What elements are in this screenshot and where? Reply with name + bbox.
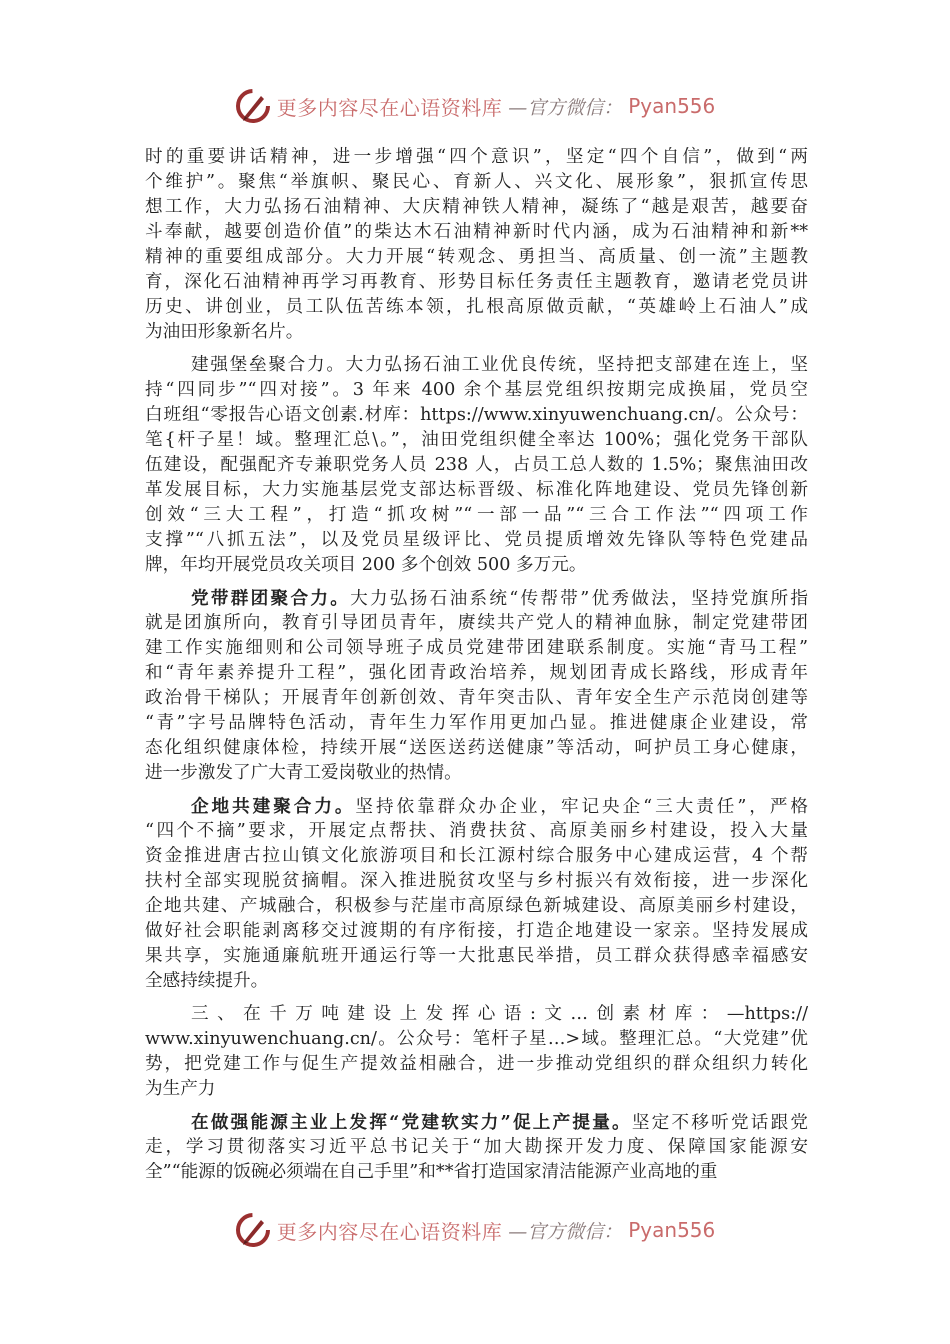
text-line <box>145 761 808 786</box>
text-line <box>145 170 808 195</box>
text-line <box>145 378 808 403</box>
line-text: 态化组织健康体检，持续开展“送医送药送健康”等活动，呵护员工身心健康， <box>145 738 808 758</box>
text-line <box>145 819 808 844</box>
pen-logo-icon <box>235 1212 271 1248</box>
banner-wechat-id: Pyan556 <box>628 94 716 118</box>
text-line <box>145 736 808 761</box>
text-line <box>145 969 808 994</box>
banner-main-text: 更多内容尽在心语资料库 <box>276 1219 503 1244</box>
banner-main-text: 更多内容尽在心语资料库 <box>276 95 503 120</box>
header-watermark-banner <box>0 86 950 126</box>
text-line <box>145 428 808 453</box>
line-text: www.xinyuwenchuang.cn/。公众号：笔杆子星…>域。整理汇总。“大党建”优 <box>145 1029 808 1049</box>
text-line <box>145 636 808 661</box>
line-text: 革发展目标，大力实施基层党支部达标晋级、标准化阵地建设、党员先锋创新 <box>145 480 808 500</box>
line-text: 时的重要讲话精神，进一步增强“四个意识”，坚定“四个自信”，做到“两 <box>145 147 808 167</box>
line-text: 伍建设，配强配齐专兼职党务人员 238 人，占员工总人数的 1.5%；聚焦油田改 <box>145 455 808 475</box>
text-line <box>145 586 808 611</box>
line-text: 势，把党建工作与促生产提效益相融合，进一步推动党组织的群众组织力转化 <box>145 1054 808 1074</box>
banner-separator-text: —官方微信： <box>508 96 623 119</box>
text-line <box>145 919 808 944</box>
line-text: “青”字号品牌特色活动，青年生力军作用更加凸显。推进健康企业建设，常 <box>145 713 808 733</box>
text-line <box>145 195 808 220</box>
document-body <box>145 145 808 1193</box>
text-line <box>145 145 808 170</box>
paragraph <box>145 586 808 786</box>
text-line <box>145 944 808 969</box>
paragraph <box>145 794 808 994</box>
paragraph-lead-heading: 党带群团聚合力。 <box>191 588 351 609</box>
line-text: 坚定不移听党话跟党 <box>631 1113 808 1133</box>
text-line <box>145 528 808 553</box>
line-text: 笔{杆子星！域。整理汇总\。”，油田党组织健全率达 100%；强化党务干部队 <box>145 430 808 450</box>
text-line <box>145 320 808 345</box>
line-text: 进一步激发了广大青工爱岗敬业的热情。 <box>145 763 462 783</box>
text-line <box>145 894 808 919</box>
text-line <box>145 553 808 578</box>
line-text: 果共享，实施通廉航班开通运行等一大批惠民举措，员工群众获得感幸福感安 <box>145 946 808 966</box>
line-text: 牌，年均开展党员攻关项目 200 多个创效 500 多万元。 <box>145 555 587 575</box>
line-text: 全”“能源的饭碗必须端在自己手里”和**省打造国家清洁能源产业高地的重 <box>145 1162 718 1182</box>
text-line <box>145 403 808 428</box>
line-text: 个维护”。聚焦“举旗帜、聚民心、育新人、兴文化、展形象”，狠抓宣传思 <box>145 172 808 192</box>
line-text: 精神的重要组成部分。大力开展“转观念、勇担当、高质量、创一流”主题教 <box>145 247 808 267</box>
line-text: “四个不摘”要求，开展定点帮扶、消费扶贫、高原美丽乡村建设，投入大量 <box>145 821 808 841</box>
text-line <box>145 794 808 819</box>
text-line <box>145 1135 808 1160</box>
line-text: 建强堡垒聚合力。大力弘扬石油工业优良传统，坚持把支部建在连上，坚 <box>191 355 808 375</box>
line-text: 白班组“零报告心语文创素.材库：https://www.xinyuwenchuang.cn/。公众号： <box>145 405 808 425</box>
text-line <box>145 270 808 295</box>
banner-wechat-id: Pyan556 <box>628 1218 716 1242</box>
text-line <box>145 1002 808 1027</box>
line-text: 政治骨干梯队；开展青年创新创效、青年突击队、青年安全生产示范岗创建等 <box>145 688 808 708</box>
text-line <box>145 711 808 736</box>
text-line <box>145 661 808 686</box>
line-text: 大力弘扬石油系统“传帮带”优秀做法，坚持党旗所指 <box>350 589 808 609</box>
text-line <box>145 1027 808 1052</box>
paragraph-lead-heading: 在做强能源主业上发挥“党建软实力”促上产提量。 <box>191 1112 632 1133</box>
line-text: 资金推进唐古拉山镇文化旅游项目和长江源村综合服务中心建成运营，4 个帮 <box>145 846 808 866</box>
text-line <box>145 686 808 711</box>
text-line <box>145 1052 808 1077</box>
paragraph-lead-heading: 企地共建聚合力。 <box>191 796 356 817</box>
line-text: 扶村全部实现脱贫摘帽。深入推进脱贫攻坚与乡村振兴有效衔接，进一步深化 <box>145 871 808 891</box>
line-text: 为油田形象新名片。 <box>145 322 304 342</box>
text-line <box>145 1160 808 1185</box>
banner-separator-text: —官方微信： <box>508 1220 623 1243</box>
paragraph <box>145 353 808 578</box>
line-text: 做好社会职能剥离移交过渡期的有序衔接，打造企地建设一家亲。坚持发展成 <box>145 921 808 941</box>
line-text: 历史、讲创业，员工队伍苦练本领，扎根高原做贡献，“英雄岭上石油人”成 <box>145 297 808 317</box>
pen-logo-icon <box>235 88 271 124</box>
line-text: 创效“三大工程”，打造“抓攻树”“一部一品”“三合工作法”“四项工作 <box>145 505 808 525</box>
text-line <box>145 353 808 378</box>
paragraph <box>145 145 808 345</box>
paragraph <box>145 1110 808 1185</box>
text-line <box>145 478 808 503</box>
line-text: 想工作，大力弘扬石油精神、大庆精神铁人精神，凝练了“越是艰苦，越要奋 <box>145 197 808 217</box>
text-line <box>145 611 808 636</box>
line-text: 建工作实施细则和公司领导班子成员党建带团建联系制度。实施“青马工程” <box>145 638 808 658</box>
footer-watermark-banner <box>0 1210 950 1250</box>
text-line <box>145 1110 808 1135</box>
line-text: 持“四同步”“四对接”。3 年来 400 余个基层党组织按期完成换届，党员空 <box>145 380 808 400</box>
text-line <box>145 453 808 478</box>
text-line <box>145 220 808 245</box>
text-line <box>145 844 808 869</box>
line-text: 为生产力 <box>145 1079 216 1099</box>
line-text: 和“青年素养提升工程”，强化团青政治培养，规划团青成长路线，形成青年 <box>145 663 808 683</box>
line-text: 就是团旗所向，教育引导团员青年，赓续共产党人的精神血脉，制定党建带团 <box>145 613 808 633</box>
text-line <box>145 1077 808 1102</box>
paragraph <box>145 1002 808 1102</box>
line-text: 企地共建、产城融合，积极参与茫崖市高原绿色新城建设、高原美丽乡村建设， <box>145 896 808 916</box>
line-text: 育，深化石油精神再学习再教育、形势目标任务责任主题教育，邀请老党员讲 <box>145 272 808 292</box>
line-text: 走，学习贯彻落实习近平总书记关于“加大勘探开发力度、保障国家能源安 <box>145 1137 808 1157</box>
text-line <box>145 869 808 894</box>
text-line <box>145 245 808 270</box>
line-text: 支撑”“八抓五法”，以及党员星级评比、党员提质增效先锋队等特色党建品 <box>145 530 808 550</box>
text-line <box>145 295 808 320</box>
line-text: 三、在千万吨建设上发挥心语:文…创素材库：—https:// <box>191 1004 808 1024</box>
text-line <box>145 503 808 528</box>
line-text: 坚持依靠群众办企业，牢记央企“三大责任”，严格 <box>355 797 808 817</box>
line-text: 全感持续提升。 <box>145 971 269 991</box>
line-text: 斗奉献，越要创造价值”的柴达木石油精神新时代内涵，成为石油精神和新** <box>145 222 808 242</box>
